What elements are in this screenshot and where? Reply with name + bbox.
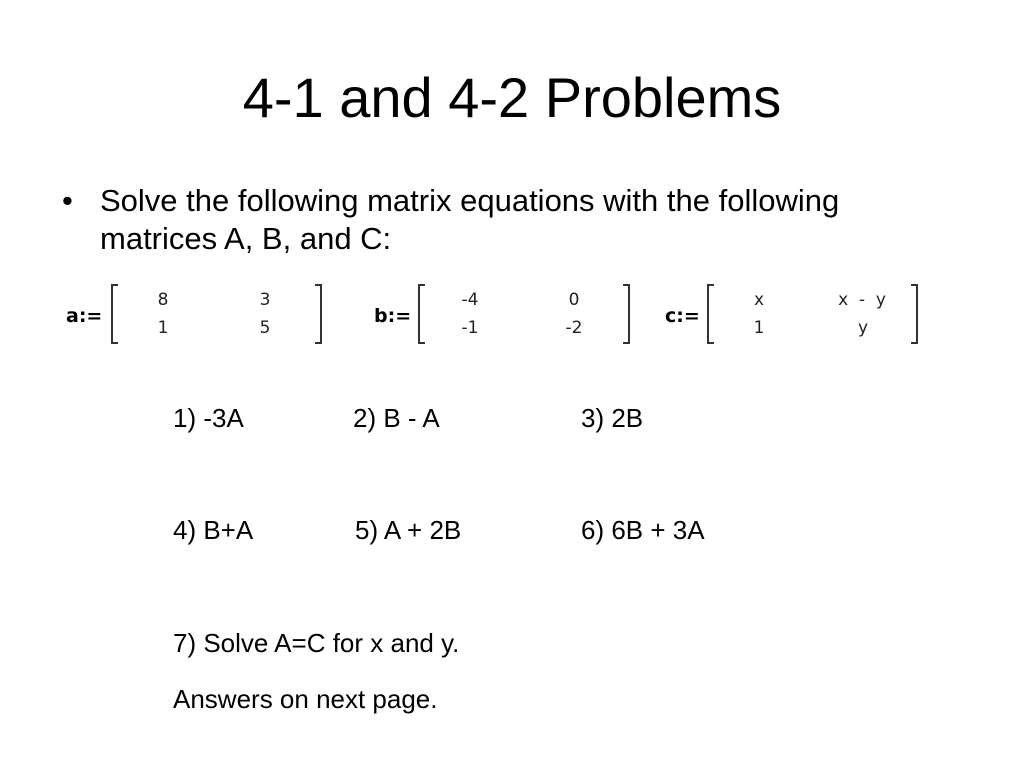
matrix-a-cell: 8 xyxy=(157,290,169,310)
matrix-c-cell: x xyxy=(753,290,765,310)
matrix-b-cell: -1 xyxy=(461,318,479,338)
problem-item: 3) 2B xyxy=(581,403,644,433)
matrix-c-cell: y xyxy=(857,318,869,338)
problem-item: 6) 6B + 3A xyxy=(581,515,705,545)
matrix-a-cell: 5 xyxy=(259,318,271,338)
slide-title: 4-1 and 4-2 Problems xyxy=(242,66,782,129)
matrix-c-cell: x - y xyxy=(838,290,886,310)
matrix-b-cell: -4 xyxy=(461,290,479,310)
instruction-text: Solve the following matrix equations with the following matrices A, B, and C: xyxy=(100,183,840,256)
matrix-b-right-bracket xyxy=(623,284,630,344)
matrix-a-left-bracket xyxy=(111,284,118,344)
problem-item: 2) B - A xyxy=(353,403,440,433)
problem-item: 5) A + 2B xyxy=(355,515,462,545)
matrix-c-left-bracket xyxy=(707,284,714,344)
matrix-c-right-bracket xyxy=(911,284,918,344)
bullet-dot-icon: • xyxy=(62,183,73,218)
matrix-c-label: c:= xyxy=(665,305,700,327)
problem-item: 1) -3A xyxy=(173,403,244,433)
matrix-a-label: a:= xyxy=(66,305,103,327)
matrix-b-label: b:= xyxy=(374,305,412,327)
matrix-a-right-bracket xyxy=(315,284,322,344)
matrix-b-cell: -2 xyxy=(565,318,583,338)
matrix-b-left-bracket xyxy=(418,284,425,344)
matrix-b-cell: 0 xyxy=(568,290,580,310)
problem-item: 4) B+A xyxy=(173,515,254,545)
matrix-a-cell: 1 xyxy=(157,318,169,338)
footer-note: Answers on next page. xyxy=(173,684,438,714)
matrix-c-cell: 1 xyxy=(753,318,765,338)
problem-item: 7) Solve A=C for x and y. xyxy=(173,628,460,658)
matrix-a-cell: 3 xyxy=(259,290,271,310)
